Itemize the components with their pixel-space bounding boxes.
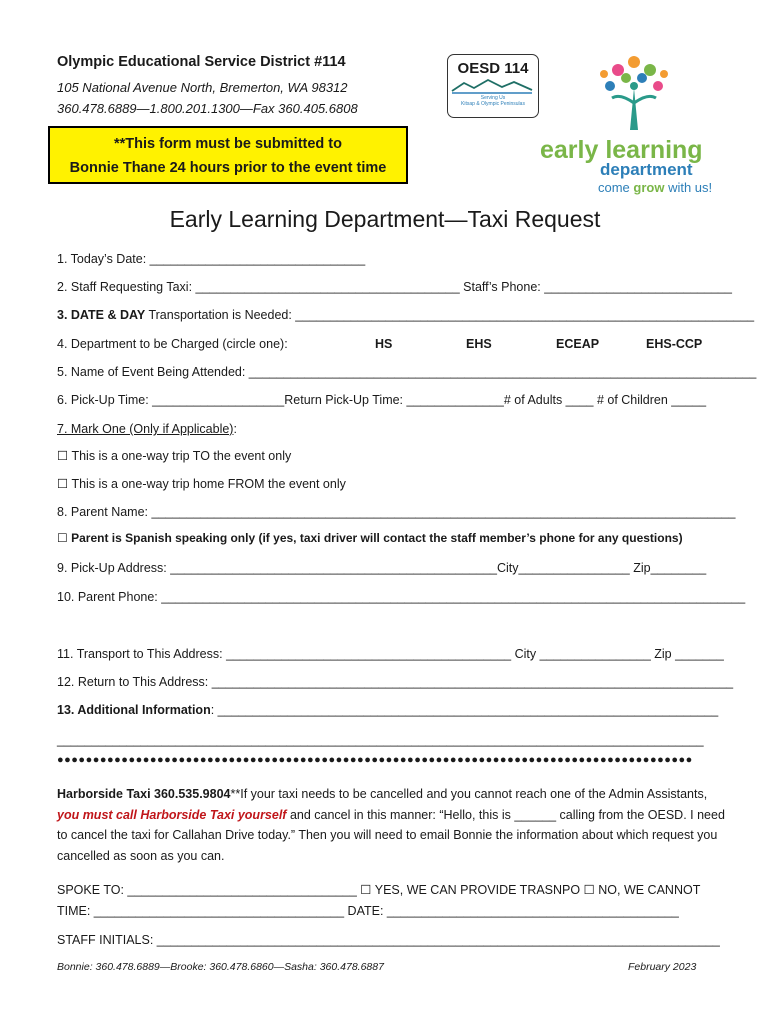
oesd-logo (447, 54, 539, 118)
dept-option-hs[interactable]: HS (375, 337, 393, 351)
el-tag-post: with us! (664, 180, 713, 195)
additional-info-rest: : ________________________________________________________________________ (210, 703, 719, 717)
field-spoke-to[interactable]: SPOKE TO: _________________________________ ☐ YES, WE CAN PROVIDE TRASNPO ☐ NO, WE CANNOT (57, 883, 701, 897)
tree-icon (530, 48, 730, 138)
field-department-label: 4. Department to be Charged (circle one): (57, 337, 288, 351)
org-phones: 360.478.6889—1.800.201.1300—Fax 360.405.6808 (57, 101, 358, 116)
footer-contacts: Bonnie: 360.478.6889—Brooke: 360.478.6860—Sasha: 360.478.6887 (57, 961, 384, 973)
dept-option-ehs-ccp[interactable]: EHS-CCP (646, 337, 703, 351)
option-one-way-to[interactable]: ☐ This is a one-way trip TO the event only (57, 449, 292, 463)
oesd-tagline-2: Kitsap & Olympic Peninsulas (461, 101, 525, 107)
field-additional-info[interactable] (57, 703, 718, 717)
field-pickup-address[interactable]: 9. Pick-Up Address: _______________________________________________City________________ Zip________ (57, 561, 707, 575)
cancellation-instructions (57, 784, 725, 866)
field-event-name[interactable]: 5. Name of Event Being Attended: _________________________________________________________________________ (57, 365, 757, 379)
org-address: 105 National Avenue North, Bremerton, WA 98312 (57, 80, 348, 95)
mark-one-label: 7. Mark One (Only if Applicable) (57, 422, 234, 436)
footer-date: February 2023 (628, 961, 697, 973)
option-one-way-from[interactable]: ☐ This is a one-way trip home FROM the event only (57, 477, 346, 491)
dot-divider: ●●●●●●●●●●●●●●●●●●●●●●●●●●●●●●●●●●●●●●●●●●●●●●●●●●●●●●●●●●●●●●●●●●●●●●●●●●●●●●●●●●●●●●●●● (57, 754, 693, 766)
dept-option-eceap[interactable]: ECEAP (556, 337, 600, 351)
notice-line-2: Bonnie Thane 24 hours prior to the event time (69, 160, 387, 176)
mountain-icon (448, 77, 536, 95)
field-todays-date[interactable]: 1. Today’s Date: _______________________________ (57, 252, 366, 266)
option-spanish-speaking[interactable]: ☐ Parent is Spanish speaking only (if yes, taxi driver will contact the staff member’s phone for any questions) (57, 531, 683, 545)
field-pickup-times[interactable]: 6. Pick-Up Time: ___________________Return Pick-Up Time: ______________# of Adults ____ # of Children _____ (57, 393, 707, 407)
el-tag-grow: grow (633, 180, 665, 195)
field-return-address[interactable]: 12. Return to This Address: ___________________________________________________________________________ (57, 675, 734, 689)
field-mark-one (57, 422, 237, 436)
field-date-day-rest: Transportation is Needed: __________________________________________________________________ (145, 308, 755, 322)
field-time-date[interactable]: TIME: ____________________________________ DATE: __________________________________________ (57, 904, 679, 918)
oesd-tagline-1: Serving Us (480, 95, 506, 101)
field-staff-initials[interactable]: STAFF INITIALS: _________________________________________________________________________________ (57, 933, 720, 947)
cancel-text-2: and cancel in this manner: “Hello, this is ______ calling from the OESD. I need to cancel the taxi for Callahan Drive today.” Then you will need to email Bonnie the information about which request you cancelled as soon as you can. (57, 807, 725, 863)
dept-option-ehs[interactable]: EHS (466, 337, 492, 351)
field-staff-requesting[interactable]: 2. Staff Requesting Taxi: ______________________________________ Staff’s Phone: ___________________________ (57, 280, 732, 294)
el-tag-pre: come (598, 180, 634, 195)
org-name: Olympic Educational Service District #114 (57, 54, 346, 70)
field-parent-name[interactable]: 8. Parent Name: ____________________________________________________________________________________ (57, 505, 736, 519)
cancel-warning: you must call Harborside Taxi yourself (57, 807, 287, 822)
cancel-text-1: **If your taxi needs to be cancelled and you cannot reach one of the Admin Assistants, (230, 787, 708, 801)
el-logo-line-2: department (600, 160, 693, 179)
early-learning-logo (530, 48, 730, 198)
field-date-day-label: 3. DATE & DAY (57, 308, 146, 322)
notice-line-1: **This form must be submitted to (114, 136, 342, 152)
oesd-logo-text: OESD 114 (457, 60, 529, 77)
form-title: Early Learning Department—Taxi Request (169, 206, 601, 232)
el-logo-line-1: early learning (540, 136, 703, 164)
field-transport-address[interactable]: 11. Transport to This Address: _________________________________________ City ________________ Zip _______ (57, 647, 724, 661)
mark-one-colon: : (233, 422, 237, 436)
taxi-phone: Harborside Taxi 360.535.9804 (57, 787, 231, 801)
field-parent-phone[interactable]: 10. Parent Phone: ____________________________________________________________________________________ (57, 590, 746, 604)
additional-info-label: 13. Additional Information (57, 703, 211, 717)
el-logo-tagline (598, 180, 712, 195)
field-additional-info-line-2[interactable]: _____________________________________________________________________________________________ (57, 733, 704, 747)
field-date-day[interactable] (57, 308, 754, 322)
submission-notice (48, 126, 408, 184)
